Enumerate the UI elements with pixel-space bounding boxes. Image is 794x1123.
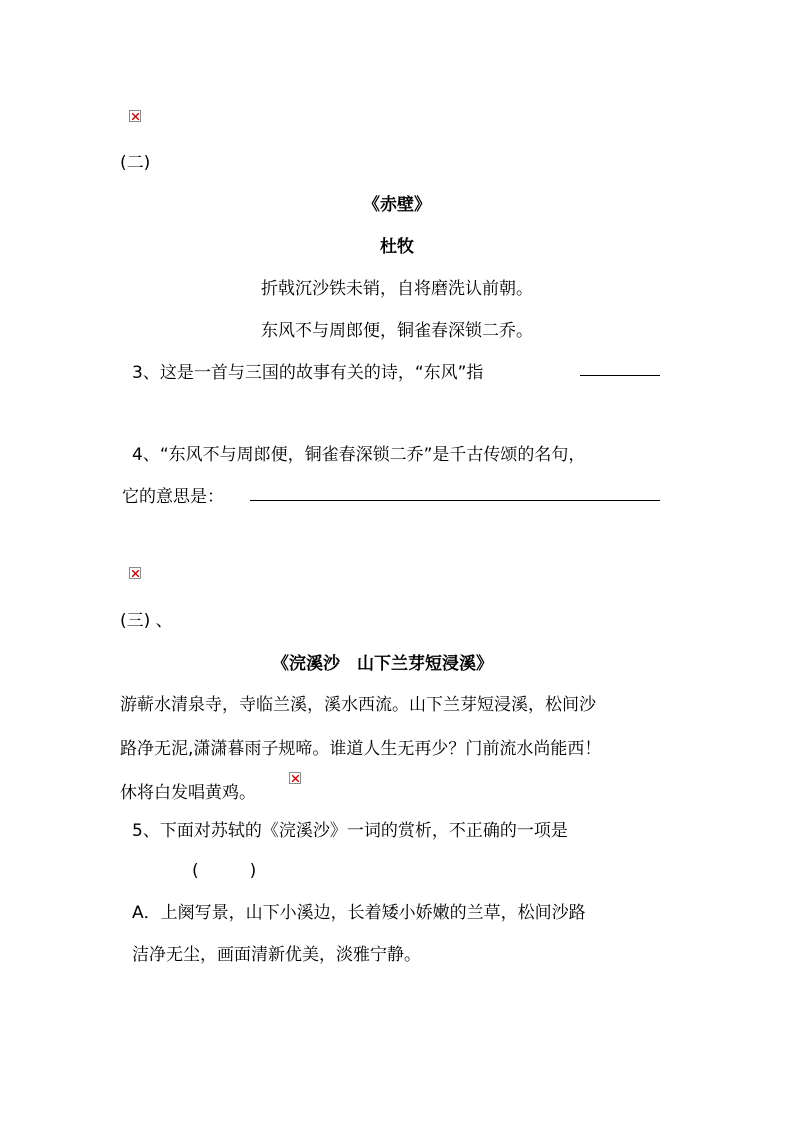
poem-author: 杜牧 — [380, 237, 414, 257]
broken-image-icon — [129, 567, 141, 579]
question-3: 3、这是一首与三国的故事有关的诗，“东风”指 — [132, 363, 484, 383]
question-4-line1: 4、“东风不与周郎便，铜雀春深锁二乔”是千古传颂的名句， — [132, 445, 586, 465]
poem-line: 路净无泥,潇潇暮雨子规啼。谁道人生无再少？门前流水尚能西！ — [120, 739, 602, 759]
broken-image-icon — [129, 110, 141, 122]
question-5: 5、下面对苏轼的《浣溪沙》一词的赏析，不正确的一项是 — [132, 821, 568, 841]
option-a-line1: A．上阕写景，山下小溪边，长着矮小娇嫩的兰草，松间沙路 — [132, 903, 586, 923]
poem-title-chibi: 《赤壁》 — [363, 195, 431, 215]
answer-paren-q5[interactable]: ( ) — [192, 861, 257, 881]
option-a-line2: 洁净无尘，画面清新优美，淡雅宁静。 — [132, 945, 421, 965]
section-2-label: (二) — [120, 153, 151, 173]
poem-line: 折戟沉沙铁未销，自将磨洗认前朝。 — [261, 279, 533, 299]
answer-blank-q3[interactable] — [580, 375, 660, 376]
poem-line: 游蕲水清泉寺，寺临兰溪，溪水西流。山下兰芽短浸溪，松间沙 — [120, 695, 596, 715]
poem-line: 休将白发唱黄鸡。 — [120, 783, 256, 803]
broken-image-icon — [289, 772, 301, 784]
poem-title-huanxisha: 《浣溪沙 山下兰芽短浸溪》 — [272, 654, 493, 674]
question-4-line2: 它的意思是： — [122, 487, 224, 507]
poem-line: 东风不与周郎便，铜雀春深锁二乔。 — [261, 321, 533, 341]
answer-blank-q4[interactable] — [250, 500, 660, 501]
section-3-label: (三) 、 — [120, 611, 173, 631]
